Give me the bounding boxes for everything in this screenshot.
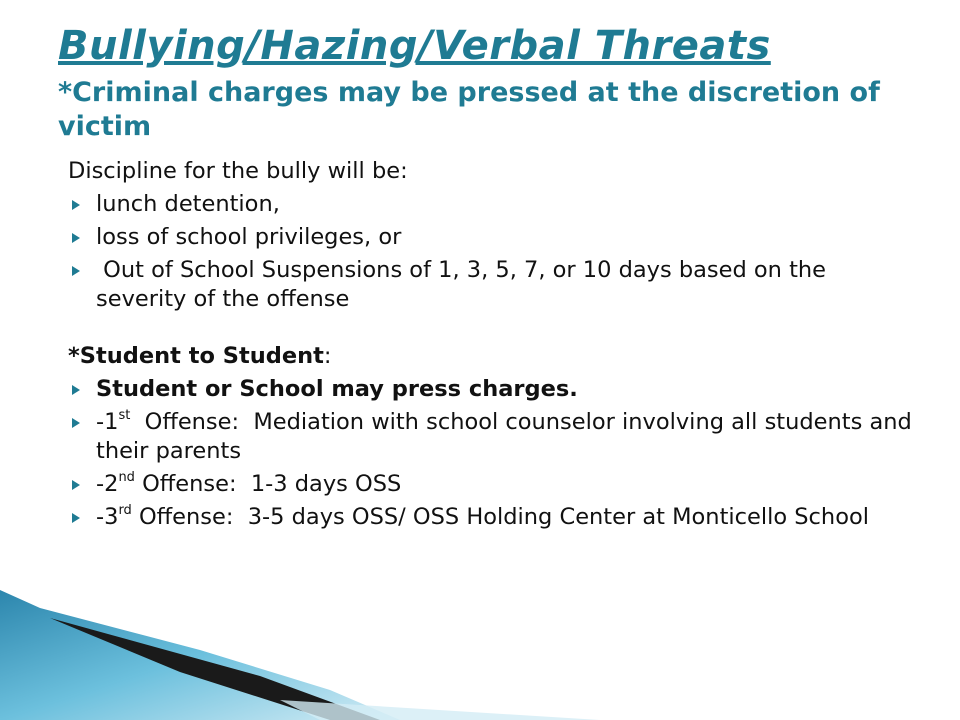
list-item-text: Out of School Suspensions of 1, 3, 5, 7, or 10 days based on the severity of the offense [96,257,834,312]
triangle-bullet-icon [72,200,80,210]
offense-ordinal: nd [118,469,135,485]
offense-ordinal: rd [118,502,132,518]
blue-swoosh-shape [0,590,400,720]
offense-text: Offense: 3-5 days OSS/ OSS Holding Center at Monticello School [131,504,869,530]
list-item [68,375,918,404]
triangle-bullet-icon [72,513,80,523]
student-heading-text: *Student to Student [68,343,324,369]
discipline-intro: Discipline for the bully will be: [68,158,408,184]
list-item [68,256,918,314]
offense-text: Offense: 1-3 days OSS [134,471,402,497]
offense-prefix: -3 [96,504,119,530]
offense-text: Offense: Mediation with school counselor involving all students and their parents [96,409,919,464]
light-swoosh-tail [280,700,600,720]
list-item-text: Student or School may press charges. [96,376,578,402]
list-item [68,223,918,252]
slide-subtitle: *Criminal charges may be pressed at the discretion of victim [58,77,880,142]
list-item [68,190,918,219]
list-item [68,470,918,499]
triangle-bullet-icon [72,266,80,276]
slide-title-main: Bullying/Hazing/Verbal Threats [58,23,771,69]
slide-title [58,18,938,144]
list-item-text: lunch detention, [96,191,280,217]
slide-body [68,157,918,536]
triangle-bullet-icon [72,385,80,395]
offense-prefix: -2 [96,471,119,497]
corner-swoosh-decoration [0,590,960,720]
student-heading [68,342,918,371]
offense-prefix: -1 [96,409,119,435]
offense-ordinal: st [118,407,131,423]
list-item [68,503,918,532]
student-heading-colon: : [323,343,332,369]
list-item [68,408,918,466]
triangle-bullet-icon [72,233,80,243]
triangle-bullet-icon [72,480,80,490]
triangle-bullet-icon [72,418,80,428]
list-item-text: loss of school privileges, or [96,224,402,250]
